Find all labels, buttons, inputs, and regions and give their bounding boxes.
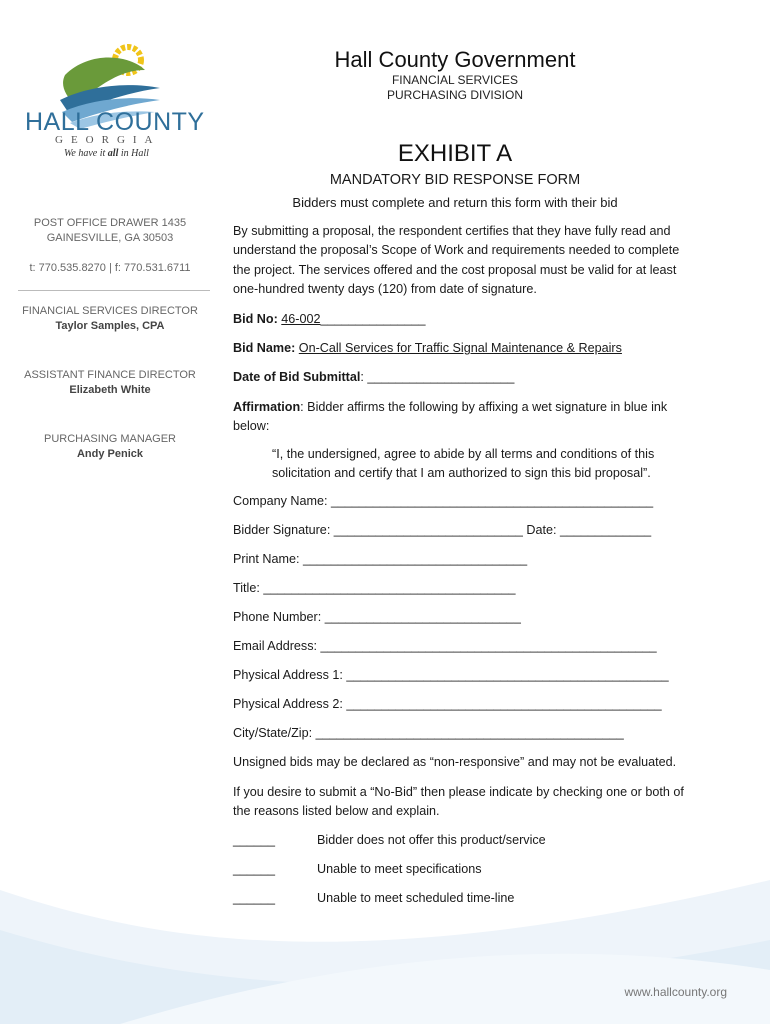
title-field[interactable]: Title: ____________________________________: [233, 581, 516, 595]
reason-checkbox-blank[interactable]: ______: [233, 833, 276, 847]
division-line-1: FINANCIAL SERVICES: [391, 73, 519, 87]
logo-state: GEORGIA: [55, 134, 161, 146]
form-instruction: Bidders must complete and return this form with their bid: [292, 195, 618, 210]
sidebar-phone: t: 770.535.8270 | f: 770.531.6711: [29, 262, 191, 274]
phone-number-field[interactable]: Phone Number: ____________________________: [233, 610, 521, 624]
sidebar-address-2: GAINESVILLE, GA 30503: [46, 232, 174, 244]
staff-title: ASSISTANT FINANCE DIRECTOR: [24, 369, 196, 381]
unsigned-note: Unsigned bids may be declared as “non-responsive” and may not be evaluated.: [233, 755, 677, 769]
division-line-2: PURCHASING DIVISION: [386, 88, 524, 102]
sidebar-address-1: POST OFFICE DRAWER 1435: [33, 217, 187, 229]
reason-checkbox-blank[interactable]: ______: [233, 891, 276, 905]
organization-title: Hall County Government: [334, 47, 576, 72]
no-bid-note: If you desire to submit a “No-Bid” then please indicate by checking one or both of the reasons listed below and explain.: [233, 785, 684, 819]
reason-text: Unable to meet scheduled time-line: [317, 891, 515, 905]
bid-number-line: Bid No: 46-002_______________: [233, 312, 426, 326]
email-address-field[interactable]: Email Address: ________________________________________________: [233, 639, 657, 653]
intro-paragraph: By submitting a proposal, the respondent certifies that they have fully read and understand the proposal’s Scope of Work and requirements needed to complete the project. The services offered and the cost proposal must be valid for at least one-hundred twenty days (120) from date of signature.: [233, 224, 680, 296]
print-name-field[interactable]: Print Name: ________________________________: [233, 552, 528, 566]
company-name-field[interactable]: Company Name: ______________________________________________: [233, 494, 654, 508]
reason-checkbox-blank[interactable]: ______: [233, 862, 276, 876]
staff-title: FINANCIAL SERVICES DIRECTOR: [22, 305, 198, 317]
physical-address-2-field[interactable]: Physical Address 2: _____________________________________________: [233, 697, 662, 711]
reason-text: Unable to meet specifications: [317, 862, 482, 876]
staff-name: Taylor Samples, CPA: [55, 320, 165, 332]
staff-title: PURCHASING MANAGER: [43, 433, 177, 445]
logo-tagline: We have it all in Hall: [64, 148, 149, 159]
staff-name: Elizabeth White: [69, 384, 151, 396]
bid-date-line: Date of Bid Submittal: _____________________: [233, 370, 515, 384]
staff-name: Andy Penick: [76, 448, 144, 460]
sidebar-divider: [18, 290, 210, 291]
bid-name-line: Bid Name: On-Call Services for Traffic Signal Maintenance & Repairs: [233, 341, 622, 355]
logo-wordmark: HALL COUNTY: [25, 108, 205, 136]
reason-text: Bidder does not offer this product/service: [317, 833, 546, 847]
footer-website: www.hallcounty.org: [624, 985, 727, 999]
form-title: MANDATORY BID RESPONSE FORM: [329, 172, 581, 188]
physical-address-1-field[interactable]: Physical Address 1: ______________________________________________: [233, 668, 669, 682]
exhibit-heading: EXHIBIT A: [397, 140, 513, 167]
affirmation: Affirmation: Bidder affirms the following by affixing a wet signature in blue ink below:: [233, 400, 668, 434]
bidder-signature-field[interactable]: Bidder Signature: ___________________________ Date: _____________: [233, 523, 652, 537]
affirmation-quote: “I, the undersigned, agree to abide by all terms and conditions of this solicitation and certify that I am authorized to sign this bid proposal”.: [272, 447, 655, 481]
city-state-zip-field[interactable]: City/State/Zip: ____________________________________________: [233, 726, 624, 740]
